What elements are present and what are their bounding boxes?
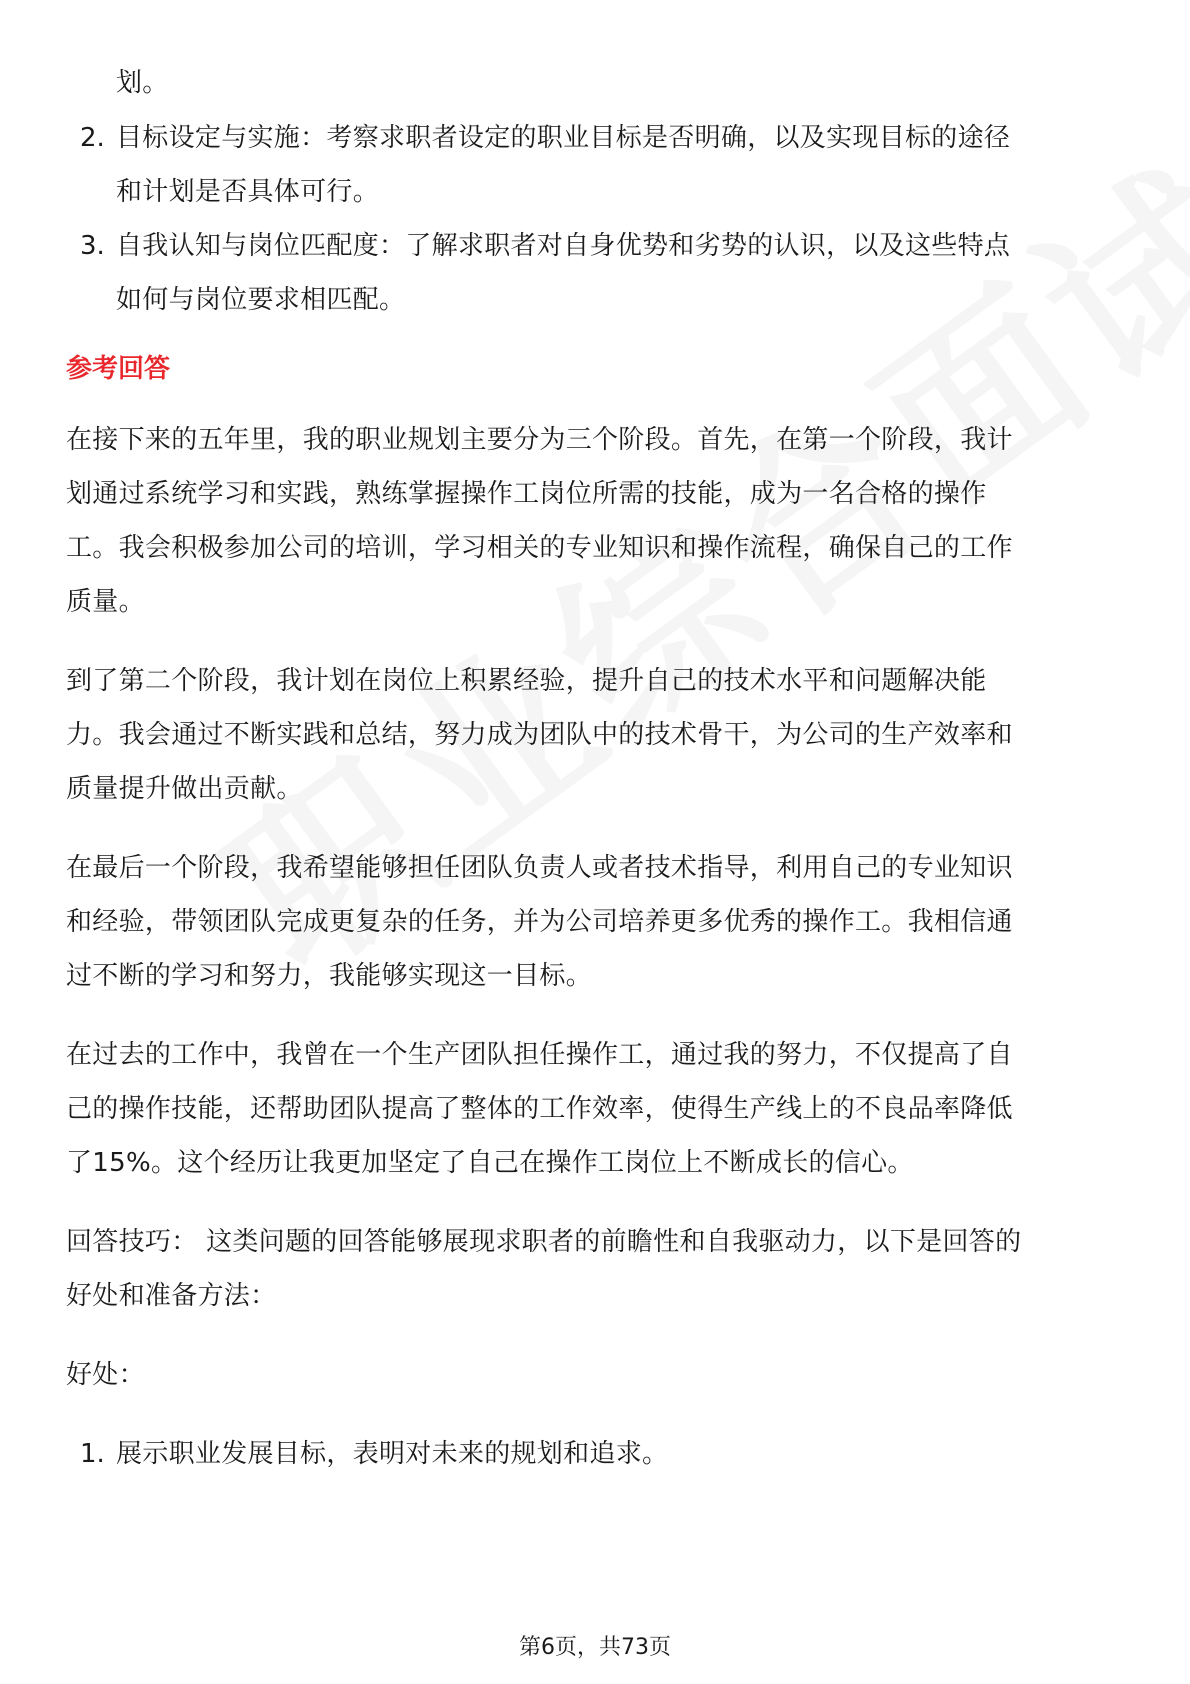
list-item-text: 目标设定与实施：考察求职者设定的职业目标是否明确，以及实现目标的途径	[116, 123, 1011, 153]
paragraph-line: 在过去的工作中，我曾在一个生产团队担任操作工，通过我的努力，不仅提高了自	[66, 1040, 1013, 1070]
paragraph-line: 好处：	[66, 1360, 145, 1390]
page-footer: 第6页，共73页	[519, 1635, 671, 1660]
paragraph-line: 和经验，带领团队完成更复杂的任务，并为公司培养更多优秀的操作工。我相信通	[66, 907, 1013, 937]
paragraph-line: 划通过系统学习和实践，熟练掌握操作工岗位所需的技能，成为一名合格的操作	[66, 479, 987, 509]
paragraph-line: 了15%。这个经历让我更加坚定了自己在操作工岗位上不断成长的信心。	[66, 1148, 914, 1178]
paragraph-line: 质量。	[66, 587, 145, 617]
paragraph-line: 到了第二个阶段，我计划在岗位上积累经验，提升自己的技术水平和问题解决能	[66, 666, 987, 696]
list-number: 2.	[80, 123, 105, 153]
list-number: 1.	[80, 1439, 105, 1469]
list-number: 3.	[80, 231, 105, 261]
paragraph-line: 好处和准备方法：	[66, 1281, 277, 1311]
section-heading: 参考回答	[66, 354, 171, 384]
paragraph-line: 工。我会积极参加公司的培训，学习相关的专业知识和操作流程，确保自己的工作	[66, 533, 1013, 563]
list-item-text: 如何与岗位要求相匹配。	[116, 285, 406, 315]
paragraph-line: 质量提升做出贡献。	[66, 774, 303, 804]
list-item-text: 自我认知与岗位匹配度：了解求职者对自身优势和劣势的认识，以及这些特点	[116, 231, 1011, 261]
paragraph-line: 在接下来的五年里，我的职业规划主要分为三个阶段。首先，在第一个阶段，我计	[66, 425, 1013, 455]
paragraph-line: 力。我会通过不断实践和总结，努力成为团队中的技术骨干，为公司的生产效率和	[66, 720, 1013, 750]
paragraph-line: 过不断的学习和努力，我能够实现这一目标。	[66, 961, 593, 991]
list-item-continuation: 划。	[116, 68, 169, 98]
list-item-text: 展示职业发展目标，表明对未来的规划和追求。	[116, 1439, 669, 1469]
list-item-text: 和计划是否具体可行。	[116, 177, 380, 207]
paragraph-line: 回答技巧： 这类问题的回答能够展现求职者的前瞻性和自我驱动力，以下是回答的	[66, 1227, 1022, 1257]
paragraph-line: 己的操作技能，还帮助团队提高了整体的工作效率，使得生产线上的不良品率降低	[66, 1094, 1013, 1124]
paragraph-line: 在最后一个阶段，我希望能够担任团队负责人或者技术指导，利用自己的专业知识	[66, 853, 1013, 883]
